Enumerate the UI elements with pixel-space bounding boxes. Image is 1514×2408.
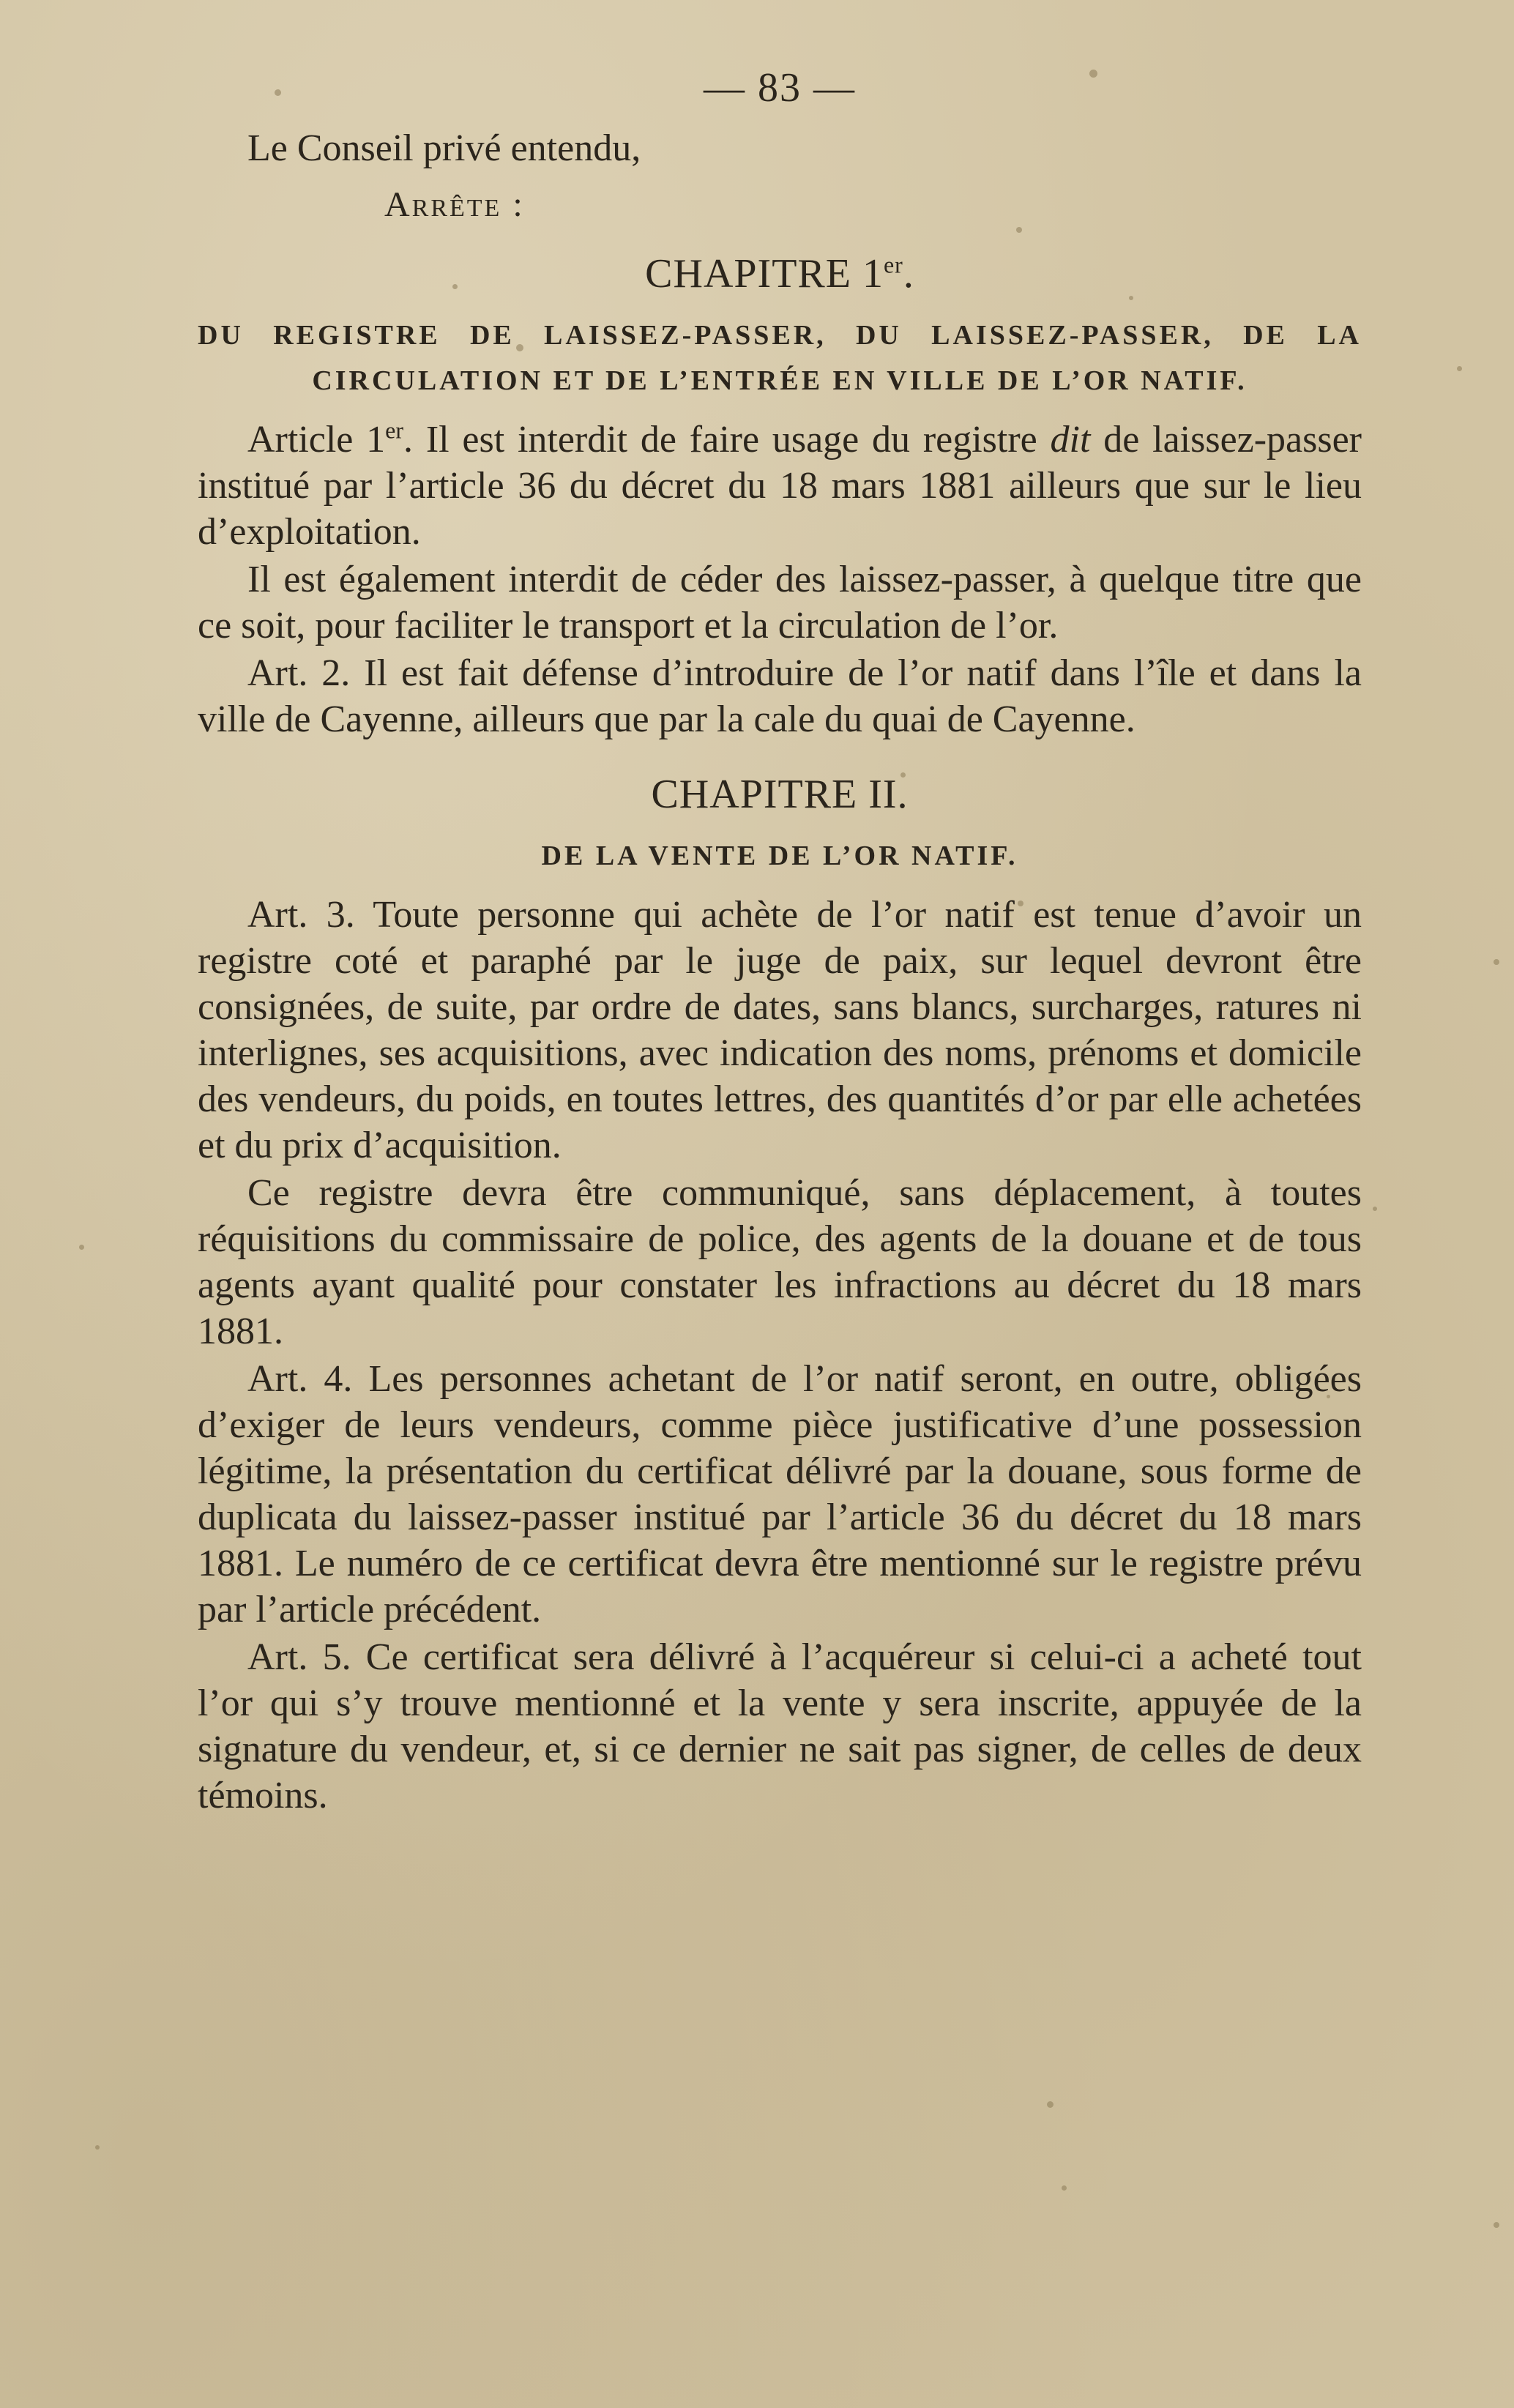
chapter-1-title [198, 248, 1362, 299]
article-1-text-b: de laissez-passer institué par l’article 36 du décret du 18 mars 1881 ailleurs que sur le lieu d’exploitation. [198, 419, 1362, 553]
preamble: Le Conseil privé entendu, [247, 127, 641, 169]
article-1-paragraph-2: Il est également interdit de céder des laissez-passer, à quelque titre que ce soit, pour faciliter le transport et la circulation de l’or. [198, 559, 1362, 646]
article-5-paragraph: Art. 5. Ce certificat sera délivré à l’acquéreur si celui-ci a acheté tout l’or qui s’y trouve mentionné et la vente y sera inscrite, appuyée de la signature du vendeur, et, si ce dernier ne sait pas signer, de celles de deux témoins. [198, 1636, 1362, 1816]
article-1-text-a: . Il est interdit de faire usage du registre [403, 419, 1051, 461]
article-3-paragraph-2: Ce registre devra être communiqué, sans déplacement, à toutes réquisitions du commissaire de police, des agents de la douane et de tous agents ayant qualité pour constater les infractions au décret du 18 mars 1881. [198, 1172, 1362, 1352]
chapter-1-title-text: CHAPITRE 1 [645, 251, 884, 297]
arrete-heading: Arrête : [384, 185, 525, 224]
page-number: — 83 — [704, 65, 856, 111]
chapter-2-title: CHAPITRE II. [651, 772, 909, 817]
chapter-2-subtitle: DE LA VENTE DE L’OR NATIF. [541, 840, 1018, 871]
article-1-paragraph [198, 417, 1362, 555]
article-1-dit: dit [1050, 419, 1091, 461]
document-page [198, 62, 1362, 1819]
chapter-1-subtitle: DU REGISTRE DE LAISSEZ-PASSER, DU LAISSEZ-PASSER, DE LA CIRCULATION ET DE L’ENTRÉE EN VILLE DE L’OR NATIF. [198, 320, 1362, 396]
chapter-1-title-end: . [903, 251, 914, 297]
article-4-paragraph: Art. 4. Les personnes achetant de l’or natif seront, en outre, obligées d’exiger de leurs vendeurs, comme pièce justificative d’une possession légitime, la présentation du certificat délivré par la douane, sous forme de duplicata du laissez-passer institué par l’article 36 du décret du 18 mars 1881. Le numéro de ce certificat devra être mentionné sur le registre prévu par l’article précédent. [198, 1358, 1362, 1630]
article-3-paragraph: Art. 3. Toute personne qui achète de l’or natif est tenue d’avoir un registre coté et paraphé par le juge de paix, sur lequel devront être consignées, de suite, par ordre de dates, sans blancs, surcharges, ratures ni interlignes, ses acquisitions, avec indication des noms, prénoms et domicile des vendeurs, du poids, en toutes lettres, des quantités d’or par elle achetées et du prix d’acquisition. [198, 894, 1362, 1166]
chapter-1-title-sup: er [883, 251, 903, 278]
article-1-lead: Article 1 [247, 419, 386, 461]
article-2-paragraph: Art. 2. Il est fait défense d’introduire de l’or natif dans l’île et dans la ville de Cayenne, ailleurs que par la cale du quai de Cayenne. [198, 652, 1362, 740]
article-1-lead-sup: er [385, 417, 404, 444]
